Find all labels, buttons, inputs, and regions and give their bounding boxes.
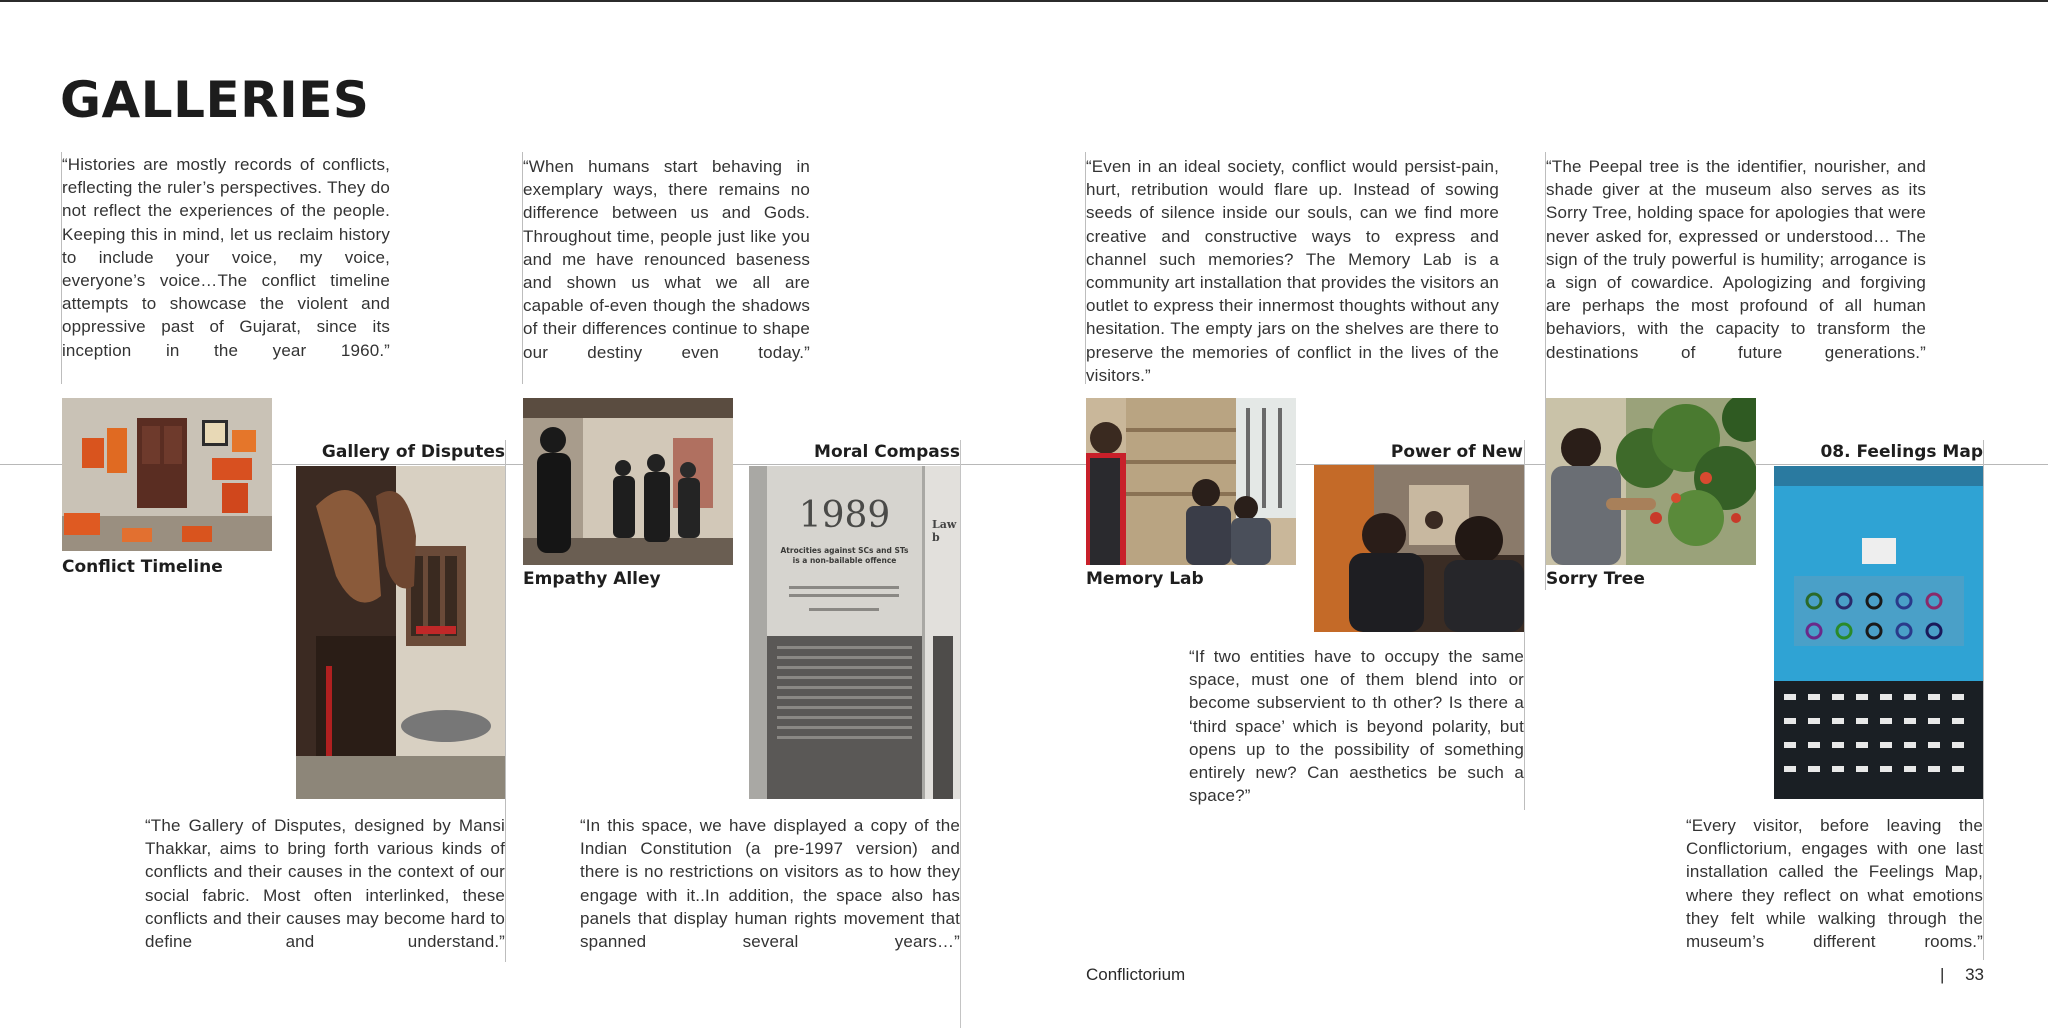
photo-caption: Sorry Tree [1546, 569, 1645, 589]
divider-line [1524, 440, 1525, 810]
page-number: 33 [1965, 965, 1984, 984]
gallery-intro-quote: “Even in an ideal society, conflict would persist-pain, hurt, retribution would flare up. Instead of sowing seeds of silence inside our souls, can we find more creative and constructive ways to express and channel such memories? The Memory Lab is a community art installation that provides the visitors an outlet to express their innermost thoughts without any hesitation. The empty jars on the shelves are there to preserve the memories of conflict in the lives of the visitors.” [1086, 157, 1499, 385]
top-rule [0, 0, 2048, 2]
panel-heading: Atrocities against SCs and STs is a non-bailable offence [780, 546, 909, 565]
footer-separator: | [1940, 965, 1945, 984]
panel-year: 1989 [798, 495, 891, 536]
photo-caption: Memory Lab [1086, 569, 1204, 589]
gallery-name: Moral Compass [814, 442, 960, 462]
gallery-name: 08. Feelings Map [1820, 442, 1983, 462]
gallery-description-quote: “If two entities have to occupy the same space, must one of them blend into or become subservient to th other? Is there a ‘third space’ which is beyond polarity, but opens up to the possibility of something entirely new? Can aesthetics be such a space?” [1189, 647, 1524, 806]
gallery-of-disputes-photo [296, 466, 505, 799]
gallery-description-quote: “In this space, we have displayed a copy of the Indian Constitution (a pre-1997 version) and there is no restrictions on visitors as to how they engage with it..In addition, the space also has panels that display human rights movement that spanned several years…” [580, 816, 960, 952]
empathy-alley-photo [523, 398, 733, 565]
conflict-timeline-photo [62, 398, 272, 551]
feelings-map-photo [1774, 466, 1983, 799]
gallery-intro-quote: “The Peepal tree is the identifier, nourisher, and shade giver at the museum also serves as its Sorry Tree, holding space for apologies that were never asked for, expressed or understood… The sign of the truly powerful is humility; arrogance is a sign of cowardice. Apologizing and forgiving are perhaps the most profound of all human behaviors, with the capacity to transform the destinations of future generations.” [1546, 157, 1926, 362]
gallery-name: Power of New [1390, 442, 1523, 462]
divider-line [505, 440, 506, 962]
gallery-intro-quote: “Histories are mostly records of conflicts, reflecting the ruler’s perspectives. They do not reflect the experiences of the people. Keeping this in mind, let us reclaim history to include your voice, my voice, everyone’s voice…The conflict timeline attempts to showcase the violent and oppressive past of Gujarat, since its inception in the year 1960.” [62, 155, 390, 360]
gallery-description-quote: “Every visitor, before leaving the Conflictorium, engages with one last installation called the Feelings Map, where they reflect on what emotions they felt while walking through the museum’s different rooms.” [1686, 816, 1983, 952]
publication-name: Conflictorium [1086, 965, 1186, 984]
page-title: GALLERIES [60, 71, 370, 129]
memory-lab-photo [1086, 398, 1296, 565]
photo-caption: Conflict Timeline [62, 557, 223, 577]
constitution-panel-photo [749, 466, 960, 799]
page-spine [960, 440, 961, 1028]
divider-line [1983, 440, 1984, 960]
gallery-description-quote: “The Gallery of Disputes, designed by Mansi Thakkar, aims to bring forth various kinds of conflicts and their causes in the context of our social fabric. Most often interlinked, these conflicts and their causes may become hard to define and understand.” [145, 816, 505, 952]
gallery-name: Gallery of Disputes [321, 442, 505, 462]
sorry-tree-photo [1546, 398, 1756, 565]
power-of-new-photo [1314, 465, 1524, 632]
gallery-intro-quote: “When humans start behaving in exemplary ways, there remains no difference between us and Gods. Throughout time, people just like you and me have renounced baseness and shown us what we all are capable of-even though the shadows of their differences continue to shape our destiny even today.” [523, 157, 810, 362]
panel-side-text: Law b [932, 518, 957, 544]
photo-caption: Empathy Alley [523, 569, 661, 589]
